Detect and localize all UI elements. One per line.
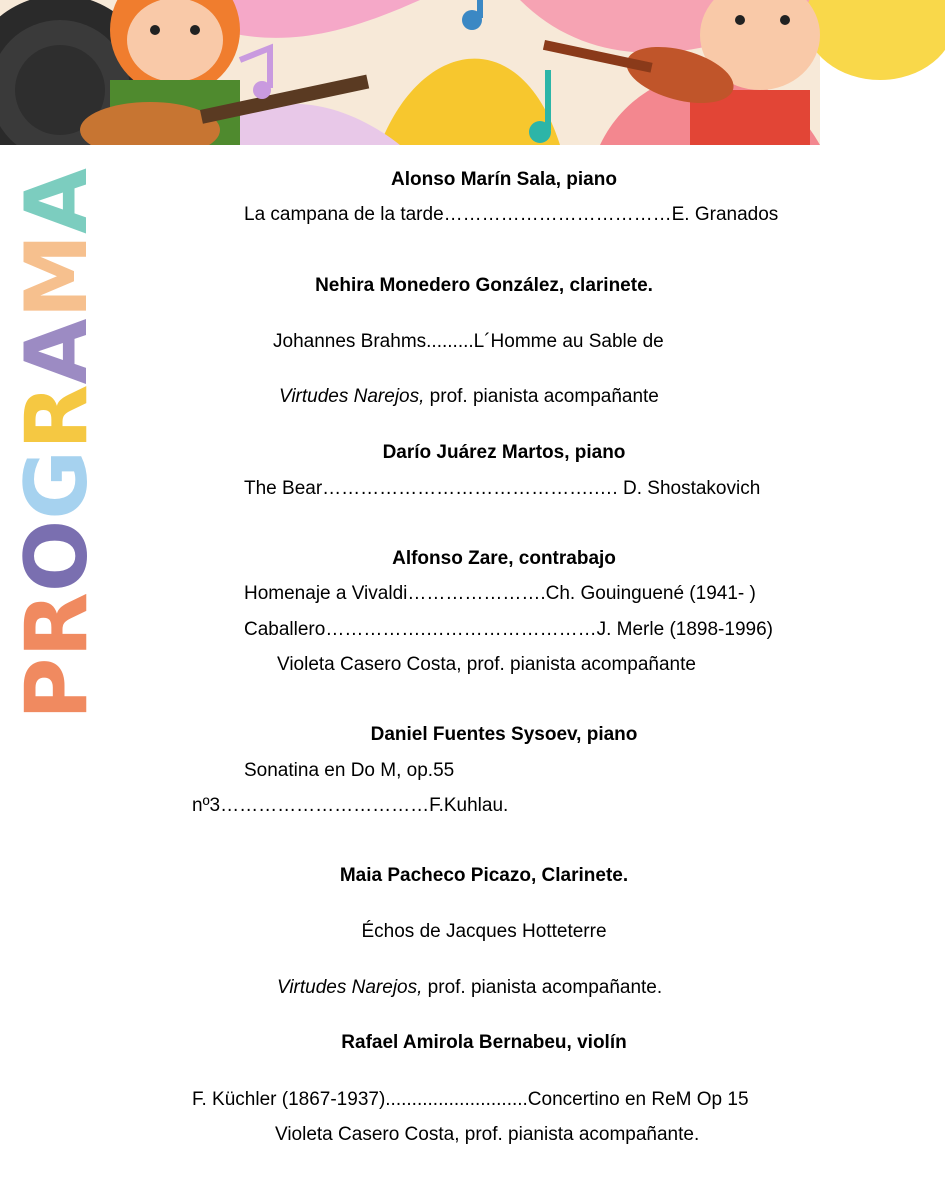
piece-line: La campana de la tarde………………………………E. Granados [244,204,779,225]
title-letter: A [12,317,102,385]
performer-name: Darío Juárez Martos, piano [382,442,626,463]
title-letter: G [12,449,102,520]
performer-name: Alonso Marín Sala, piano [391,169,617,190]
piece-line: nº3……………………………F.Kuhlau. [192,795,509,816]
title-letter: R [12,383,102,450]
performer-name: Rafael Amirola Bernabeu, violín [341,1032,627,1053]
performer-name: Maia Pacheco Picazo, Clarinete. [339,865,629,886]
piece-line: Échos de Jacques Hotteterre [361,921,607,942]
accompanist-line [277,977,662,999]
accompanist-role: prof. pianista acompañante [424,386,659,407]
title-letter: M [12,232,102,319]
piece-line: Homenaje a Vivaldi………………….Ch. Gouinguené (1941- ) [244,583,756,604]
accompanist-role: prof. pianista acompañante. [422,977,663,998]
accompanist-line [279,386,659,408]
title-letter: A [12,168,102,234]
piece-line: Johannes Brahms.........L´Homme au Sable de [273,331,664,352]
piece-line: Caballero…………….………………………J. Merle (1898-1996) [244,619,773,640]
piece-line: F. Küchler (1867-1937)...........................Concertino en ReM Op 15 [192,1089,749,1110]
accompanist-name: Virtudes Narejos, [279,386,425,407]
accompanist-name: Virtudes Narejos, [277,977,423,998]
performer-name: Nehira Monedero González, clarinete. [315,275,653,296]
piece-line: Sonatina en Do M, op.55 [244,760,455,781]
title-letter: P [12,656,102,720]
accompanist-line: Violeta Casero Costa, prof. pianista acompañante [277,654,696,675]
performer-name: Daniel Fuentes Sysoev, piano [370,724,638,745]
accompanist-line: Violeta Casero Costa, prof. pianista acompañante. [275,1124,700,1145]
title-letter: O [12,518,102,593]
piece-line: The Bear…………………………………….…. D. Shostakovich [244,478,761,499]
performer-name: Alfonso Zare, contrabajo [392,548,616,569]
header-banner-illustration [0,0,945,145]
title-letter: R [12,591,102,658]
